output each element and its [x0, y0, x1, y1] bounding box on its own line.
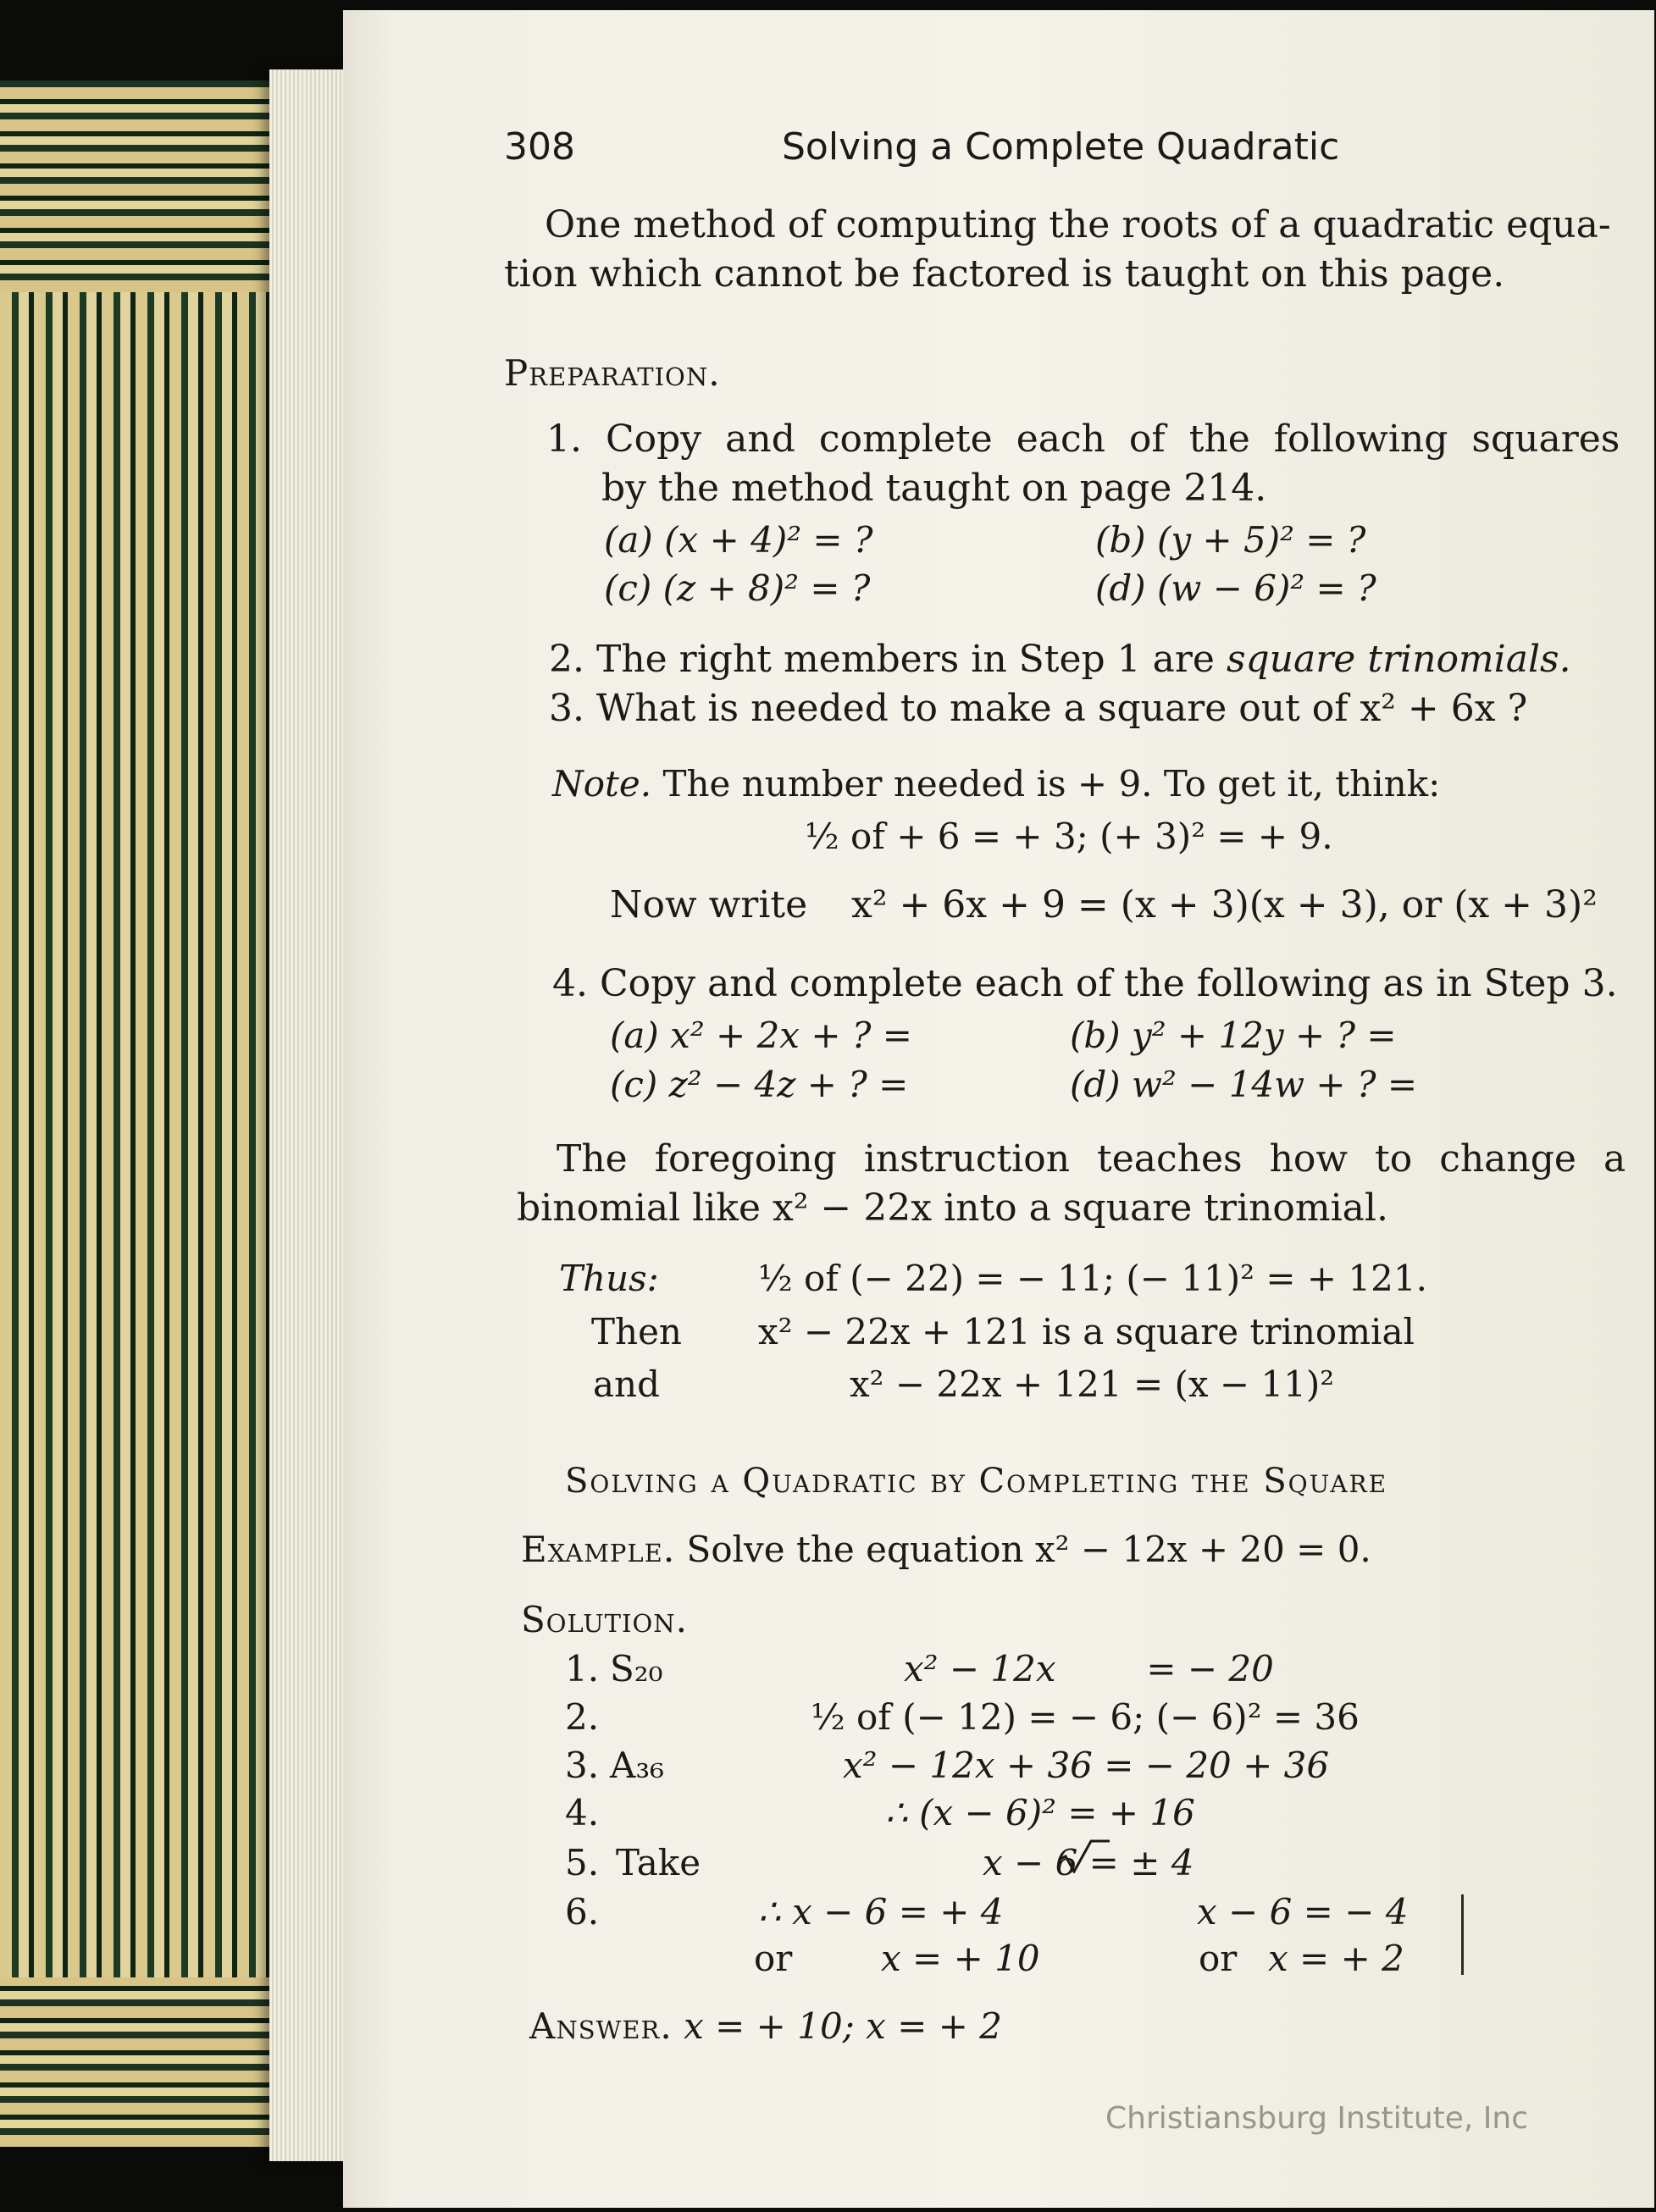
step-6-right-or: or — [1199, 1938, 1238, 1979]
note-label: Note. — [552, 763, 652, 805]
step-5-number: 5. — [565, 1842, 600, 1883]
step-3-expression: x² − 12x + 36 = − 20 + 36 — [843, 1745, 1330, 1786]
preparation-heading: Preparation. — [504, 352, 721, 394]
step-6-left-or: or — [754, 1938, 793, 1979]
example-label: Example. — [521, 1529, 676, 1570]
step-6-right-line-1: x − 6 = − 4 — [1197, 1891, 1409, 1933]
step-6-left-line-1: ∴ x − 6 = + 4 — [758, 1891, 1004, 1933]
prep-item-2-italic: square trinomials. — [1226, 638, 1571, 681]
prep-item-4-line-1: 4. Copy and complete each of the following as in Step 3. — [552, 962, 1618, 1005]
step-2-number: 2. — [565, 1696, 600, 1738]
step-1-number: 1. — [565, 1648, 600, 1689]
page-number: 308 — [504, 125, 575, 169]
step-6-divider — [1461, 1894, 1464, 1975]
then-label: Then — [591, 1311, 682, 1352]
foregoing-line-2: binomial like x² − 22x into a square trinomial. — [517, 1186, 1388, 1230]
prep-item-4-d: (d) w² − 14w + ? = — [1070, 1064, 1418, 1105]
note-text: The number needed is + 9. To get it, think: — [651, 763, 1441, 805]
prep-item-1-b: (b) (y + 5)² = ? — [1095, 519, 1366, 561]
step-6-number: 6. — [565, 1891, 600, 1933]
now-write-label: Now write — [610, 883, 808, 926]
note-line — [552, 763, 1441, 805]
step-4-expression: ∴ (x − 6)² = + 16 — [885, 1792, 1195, 1833]
step-1-expression: x² − 12x = − 20 — [904, 1648, 1274, 1689]
watermark: Christiansburg Institute, Inc — [1105, 2101, 1529, 2136]
thus-expression: ½ of (− 22) = − 11; (− 11)² = + 121. — [758, 1258, 1427, 1299]
step-5-expression: x − 6 = ± 4 — [983, 1842, 1194, 1883]
and-label: and — [593, 1363, 660, 1405]
intro-line-2: tion which cannot be factored is taught on this page. — [504, 252, 1505, 296]
prep-item-1-line-1: 1. Copy and complete each of the following squares — [546, 418, 1620, 461]
step-1-label: S₂₀ — [610, 1648, 663, 1689]
step-6-right-line-2: x = + 2 — [1268, 1938, 1404, 1979]
intro-line-1: One method of computing the roots of a quadratic equa- — [545, 203, 1611, 246]
prep-item-2-text: 2. The right members in Step 1 are — [549, 638, 1227, 681]
step-6-left-line-2: x = + 10 — [881, 1938, 1040, 1979]
prep-item-4-c: (c) z² − 4z + ? = — [610, 1064, 909, 1105]
answer-text: x = + 10; x = + 2 — [672, 2005, 1003, 2047]
prep-item-1-a: (a) (x + 4)² = ? — [604, 519, 873, 561]
prep-item-4-b: (b) y² + 12y + ? = — [1070, 1015, 1397, 1056]
prep-item-4-a: (a) x² + 2x + ? = — [610, 1015, 912, 1056]
prep-item-1-c: (c) (z + 8)² = ? — [604, 567, 871, 609]
step-3-label: A₃₆ — [610, 1745, 665, 1786]
now-write-expression: x² + 6x + 9 = (x + 3)(x + 3), or (x + 3)² — [851, 883, 1598, 926]
step-5-label: Take — [616, 1842, 701, 1883]
prep-item-1-d: (d) (w − 6)² = ? — [1095, 567, 1376, 609]
book-page — [343, 10, 1654, 2208]
note-calculation: ½ of + 6 = + 3; (+ 3)² = + 9. — [805, 816, 1333, 857]
answer-label: Answer. — [529, 2005, 673, 2047]
thus-label: Thus: — [559, 1258, 659, 1299]
step-4-number: 4. — [565, 1792, 600, 1833]
step-3-number: 3. — [565, 1745, 600, 1786]
answer-line — [529, 2005, 1003, 2047]
solution-heading: Solution. — [521, 1599, 688, 1640]
step-2-expression: ½ of (− 12) = − 6; (− 6)² = 36 — [811, 1696, 1360, 1738]
prep-item-1-line-2: by the method taught on page 214. — [601, 467, 1267, 510]
foregoing-line-1: The foregoing instruction teaches how to change a — [557, 1137, 1626, 1181]
example-line — [521, 1529, 1371, 1570]
example-text: Solve the equation x² − 12x + 20 = 0. — [675, 1529, 1371, 1570]
then-expression: x² − 22x + 121 is a square trinomial — [758, 1311, 1415, 1352]
prep-item-3: 3. What is needed to make a square out of x² + 6x ? — [549, 687, 1528, 730]
section-title: Solving a Quadratic by Completing the Square — [565, 1462, 1388, 1501]
prep-item-2 — [549, 638, 1571, 681]
running-title: Solving a Complete Quadratic — [782, 125, 1340, 169]
and-expression: x² − 22x + 121 = (x − 11)² — [850, 1363, 1335, 1405]
